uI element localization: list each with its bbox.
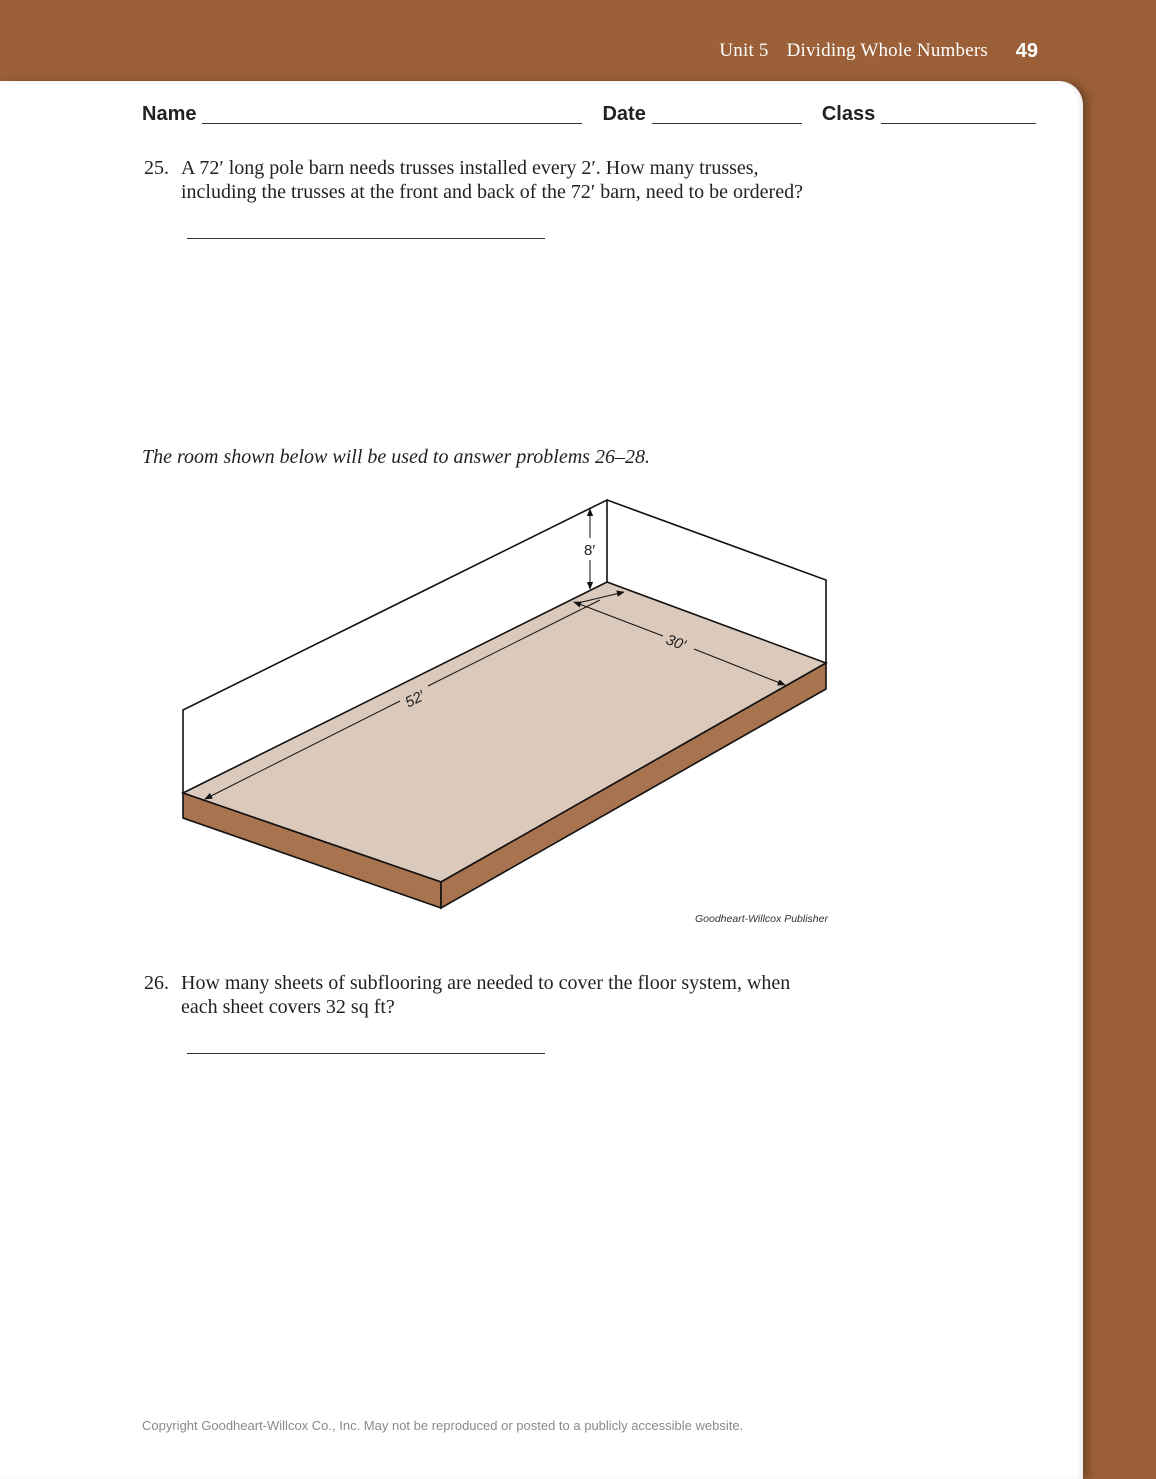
question-text <box>181 971 902 1019</box>
copyright-notice: Copyright Goodheart-Willcox Co., Inc. May not be reproduced or posted to a publicly accessible website. <box>142 1418 744 1433</box>
question-line: including the trusses at the front and back of the 72′ barn, need to be ordered? <box>181 181 803 203</box>
height-label: 8′ <box>584 542 596 559</box>
question-line: How many sheets of subflooring are needed to cover the floor system, when <box>181 972 791 994</box>
question-line: A 72′ long pole barn needs trusses installed every 2′. How many trusses, <box>181 157 759 179</box>
date-label: Date <box>602 103 646 125</box>
question-26 <box>142 971 902 1019</box>
width-label: 30′ <box>663 631 688 655</box>
figure-intro: The room shown below will be used to answer problems 26–28. <box>142 446 650 468</box>
unit-title: Dividing Whole Numbers <box>786 40 988 61</box>
answer-line-26[interactable] <box>187 1053 545 1054</box>
class-label: Class <box>821 103 876 125</box>
page-number: 49 <box>1015 40 1038 62</box>
question-number: 25. <box>144 157 169 179</box>
figure-credit: Goodheart-Willcox Publisher <box>695 913 828 925</box>
question-number: 26. <box>144 972 169 994</box>
length-label: 52′ <box>402 687 428 712</box>
unit-label: Unit 5 <box>719 40 769 61</box>
name-label: Name <box>142 103 197 125</box>
question-line: each sheet covers 32 sq ft? <box>181 996 395 1018</box>
